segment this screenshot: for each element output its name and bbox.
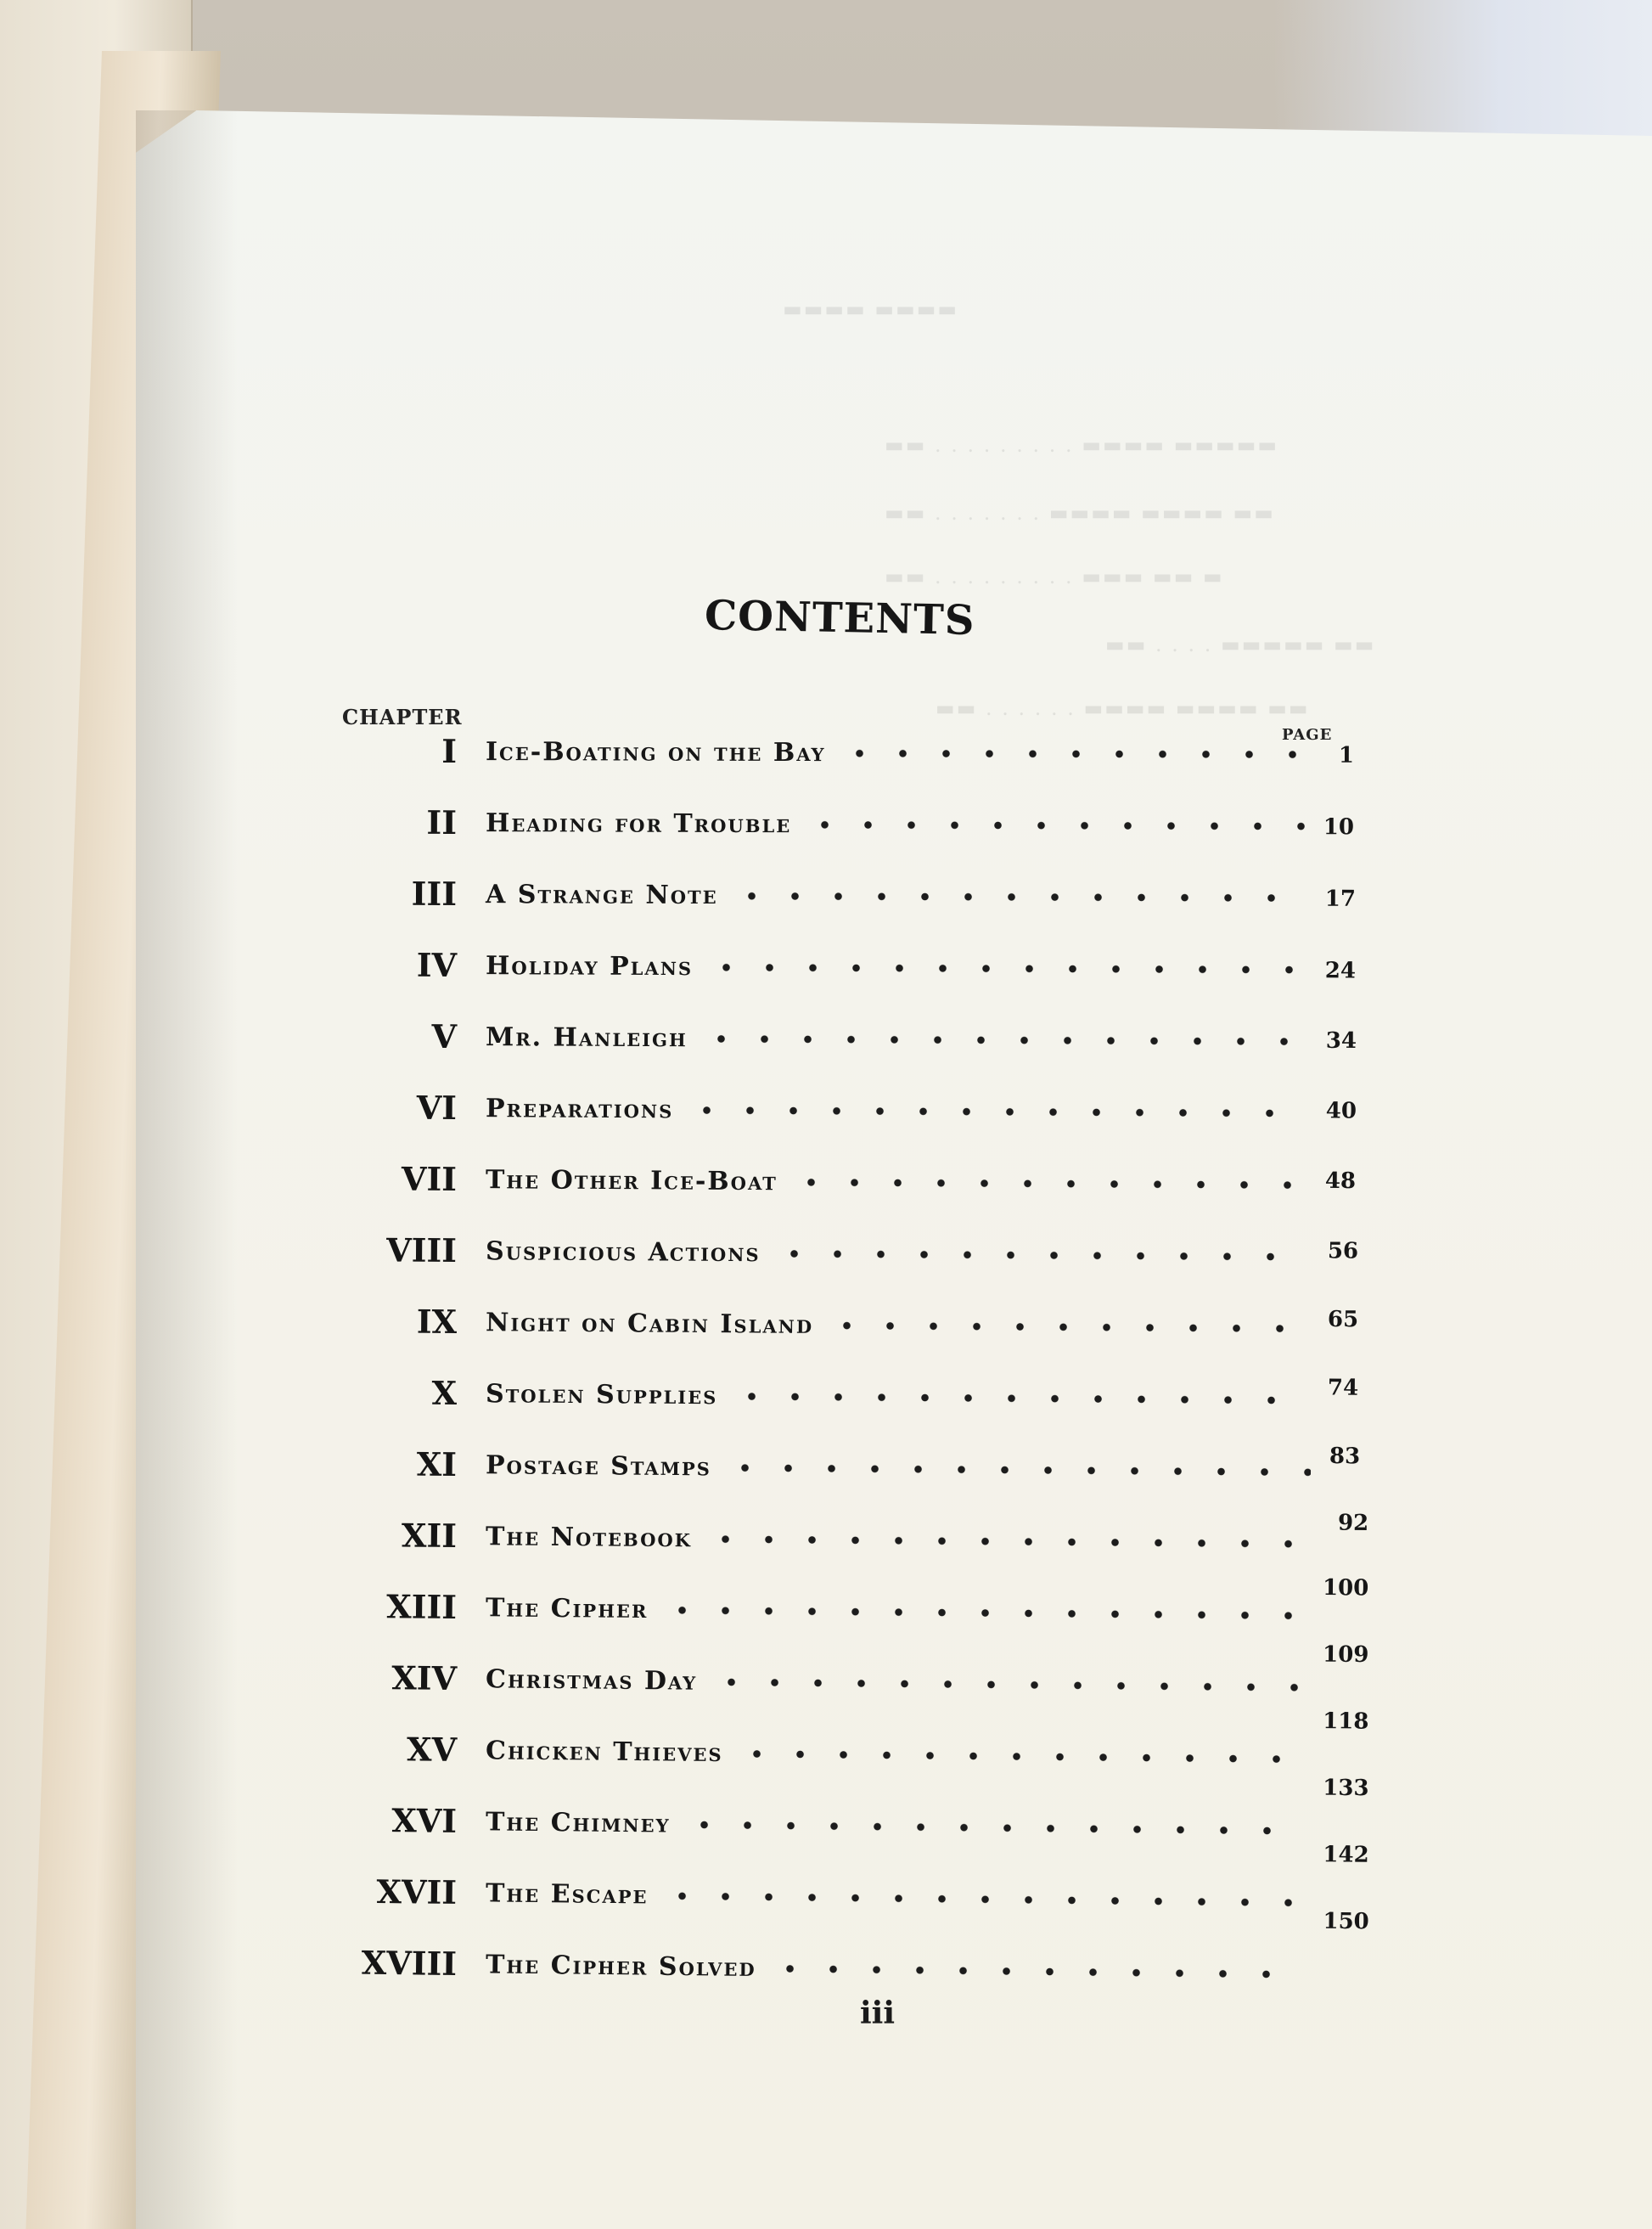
chapter-page-number: 10: [1323, 814, 1355, 841]
toc-row: [0, 873, 1652, 930]
toc-row: [0, 731, 1652, 786]
chapter-title: The Chimney: [485, 1807, 671, 1839]
dot-leader: [789, 1174, 1306, 1194]
chapter-title: Ice-Boating on the Bay: [485, 737, 826, 768]
chapter-number: VIII: [386, 1230, 458, 1269]
chapter-number: XVII: [376, 1872, 458, 1911]
dot-leader: [773, 1245, 1309, 1265]
dot-leader: [700, 1030, 1307, 1050]
chapter-title: The Cipher Solved: [485, 1950, 756, 1984]
chapter-page-number: 48: [1324, 1168, 1357, 1195]
chapter-title: Heading for Trouble: [485, 808, 792, 840]
chapter-page-number: 133: [1323, 1775, 1369, 1802]
dot-leader: [768, 1960, 1304, 1983]
dot-leader: [705, 959, 1306, 978]
chapter-title: The Cipher: [485, 1593, 649, 1624]
chapter-number: VII: [401, 1159, 458, 1198]
dot-leader: [838, 745, 1320, 763]
toc-row: [0, 1229, 1652, 1290]
chapter-title: Chicken Thieves: [485, 1736, 723, 1769]
contents-heading: CONTENTS: [704, 591, 975, 645]
dot-leader: [685, 1101, 1306, 1122]
dot-leader: [723, 1459, 1311, 1480]
dot-leader: [803, 816, 1304, 835]
show-through-line: ▬▬▬▬▬ ▬▬▬▬ . . . . . . . . . ▬▬: [883, 433, 1278, 457]
dot-leader: [660, 1888, 1304, 1911]
chapter-page-number: 34: [1325, 1027, 1357, 1054]
chapter-title: Preparations: [485, 1094, 674, 1125]
page-number: iii: [860, 1995, 896, 2031]
chapter-title: Suspicious Actions: [485, 1236, 761, 1269]
chapter-title: Night on Cabin Island: [485, 1308, 814, 1340]
chapter-number: XI: [416, 1444, 458, 1483]
background-light: [1273, 0, 1652, 153]
show-through-line: ▬▬ ▬▬▬▬ ▬▬▬▬ . . . . . . ▬▬: [934, 696, 1308, 720]
chapter-title: A Strange Note: [485, 880, 718, 911]
chapter-page-number: 109: [1322, 1641, 1369, 1669]
chapter-number: IX: [416, 1302, 458, 1341]
chapter-title: Mr. Hanleigh: [485, 1022, 688, 1054]
chapter-title: The Notebook: [485, 1522, 693, 1554]
chapter-page-number: 118: [1323, 1708, 1369, 1735]
chapter-number: V: [431, 1016, 458, 1055]
chapter-page-number: 83: [1329, 1444, 1361, 1470]
chapter-page-number: 17: [1324, 886, 1357, 912]
chapter-title: The Other Ice-Boat: [485, 1165, 778, 1197]
chapter-number: I: [441, 731, 458, 770]
chapter-page-number: 74: [1327, 1375, 1359, 1401]
chapter-number: III: [411, 874, 458, 913]
chapter-page-number: 100: [1322, 1575, 1369, 1601]
show-through-line: ▬▬▬▬ ▬▬▬▬: [781, 297, 958, 321]
toc-row: [0, 1015, 1652, 1073]
chapter-title: Postage Stamps: [485, 1450, 712, 1483]
chapter-number: VI: [416, 1088, 458, 1127]
chapter-title: Stolen Supplies: [485, 1379, 718, 1411]
dot-leader: [683, 1816, 1304, 1840]
dot-leader: [709, 1674, 1303, 1697]
show-through-line: ▬▬ ▬▬▬▬▬ . . . . ▬▬: [1104, 633, 1374, 656]
chapter-number: XVI: [391, 1801, 458, 1840]
chapter-column-header: CHAPTER: [342, 705, 463, 729]
dot-leader: [660, 1601, 1304, 1624]
chapter-page-number: 65: [1327, 1306, 1359, 1333]
dot-leader: [730, 1387, 1309, 1409]
chapter-page-number: 56: [1327, 1238, 1359, 1264]
dot-leader: [704, 1530, 1318, 1552]
chapter-number: XII: [401, 1516, 458, 1555]
chapter-page-number: 1: [1338, 742, 1355, 768]
page-column-header: PAGE: [1282, 726, 1333, 744]
chapter-number: X: [431, 1373, 458, 1412]
chapter-number: XV: [406, 1730, 458, 1769]
toc-row: [0, 944, 1652, 1002]
show-through-line: ▬▬ ▬▬▬▬ ▬▬▬▬ . . . . . . . ▬▬: [883, 501, 1273, 525]
chapter-title: The Escape: [485, 1878, 649, 1911]
chapter-page-number: 24: [1324, 958, 1357, 984]
toc-row: [0, 802, 1652, 858]
show-through-line: ▬ ▬▬ ▬▬▬ . . . . . . . . . ▬▬: [883, 565, 1222, 588]
chapter-number: XIII: [386, 1587, 458, 1626]
chapter-number: XIV: [391, 1658, 458, 1697]
dot-leader: [825, 1317, 1308, 1337]
chapter-page-number: 142: [1323, 1842, 1369, 1868]
dot-leader: [735, 1745, 1304, 1768]
chapter-number: XVIII: [361, 1943, 458, 1983]
chapter-number: IV: [416, 945, 458, 984]
dot-leader: [730, 887, 1306, 906]
toc-row: [0, 1086, 1652, 1145]
chapter-number: II: [426, 802, 458, 842]
chapter-page-number: 40: [1325, 1098, 1357, 1124]
toc-row: [0, 1157, 1652, 1218]
chapter-title: Christmas Day: [485, 1664, 698, 1697]
chapter-title: Holiday Plans: [485, 951, 694, 982]
chapter-page-number: 150: [1323, 1908, 1369, 1935]
chapter-page-number: 92: [1337, 1510, 1369, 1536]
